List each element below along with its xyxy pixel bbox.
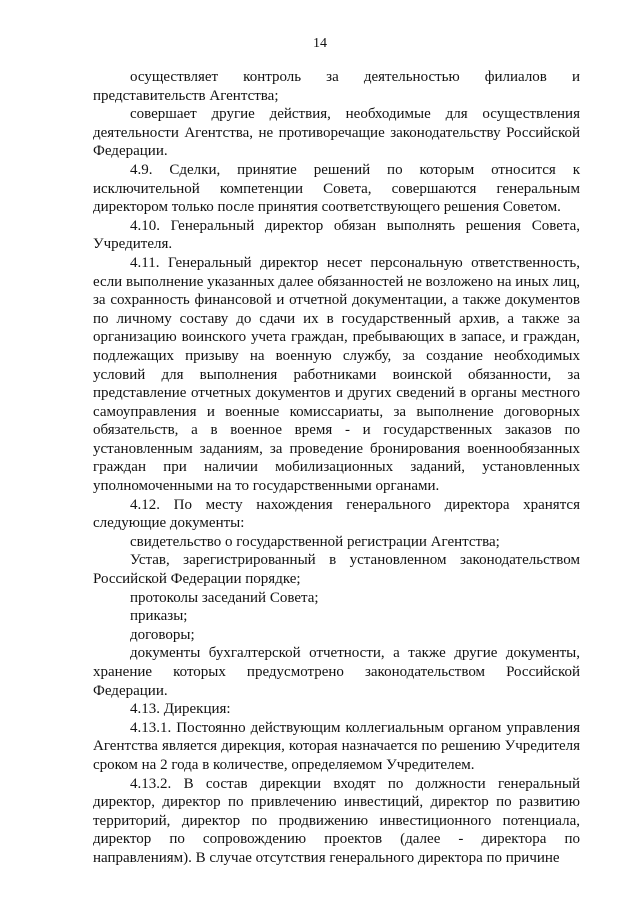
paragraph-4-13-2: 4.13.2. В состав дирекции входят по должности генеральный директор, директор по привлечению инвестиций, директор по развитию территорий, директор по продвижению инвестиционного потенциала, директор по сопровождению проектов (далее - директора по направлениям). В случае отсутствия генерального директора по причине xyxy=(93,775,580,866)
paragraph-4-9: 4.9. Сделки, принятие решений по которым относится к исключительной компетенции Совета, совершаются генеральным директором только после принятия соответствующего решения Советом. xyxy=(93,161,580,216)
paragraph-4-13-1: 4.13.1. Постоянно действующим коллегиальным органом управления Агентства является дирекция, которая назначается по решению Учредителя сроком на 2 года в количестве, определяемом Учредителем. xyxy=(93,719,580,773)
list-item-charter: Устав, зарегистрированный в установленном законодательством Российской Федерации порядке; xyxy=(93,552,580,588)
paragraph-branch-control: осуществляет контроль за деятельностью филиалов и представительств Агентства; xyxy=(93,69,580,104)
paragraph-other-actions: совершает другие действия, необходимые для осуществления деятельности Агентства, не противоречащие законодательству Российской Федерации. xyxy=(93,106,580,160)
paragraph-4-10: 4.10. Генеральный директор обязан выполнять решения Совета, Учредителя. xyxy=(93,217,580,253)
section-heading-4-13: 4.13. Дирекция: xyxy=(130,701,231,718)
list-item-orders: приказы; xyxy=(130,608,188,625)
paragraph-4-11: 4.11. Генеральный директор несет персональную ответственность, если выполнение указанных далее обязанностей не возложено на иных лиц, за сохранность финансовой и отчетной документации, а также документов по личному составу до сдачи их в государственный архив, а также за организацию воинского учета граждан, пребывающих в запасе, и граждан, подлежащих призыву на военную службу, за создание необходимых условий для выполнения работниками воинской обязанности, за представление отчетных документов и других сведений в органы местного самоуправления и военные комиссариаты, за выполнение договорных обязательств, а в военное время - и государственных заказов по установленным заданиям, за проведение бронирования военнообязанных граждан при наличии мобилизационных заданий, установленных уполномоченными на то государственными органами. xyxy=(93,254,580,495)
list-item-accounting-documents: документы бухгалтерской отчетности, а также другие документы, хранение которых предусмотрено законодательством Российской Федерации. xyxy=(93,645,580,699)
paragraph-4-12: 4.12. По месту нахождения генерального директора хранятся следующие документы: xyxy=(93,496,580,532)
document-body xyxy=(93,68,580,868)
list-item-registration-certificate: свидетельство о государственной регистрации Агентства; xyxy=(130,533,500,550)
list-item-council-minutes: протоколы заседаний Совета; xyxy=(130,589,319,606)
list-item-contracts: договоры; xyxy=(130,626,195,643)
page-number: 14 xyxy=(313,36,327,51)
